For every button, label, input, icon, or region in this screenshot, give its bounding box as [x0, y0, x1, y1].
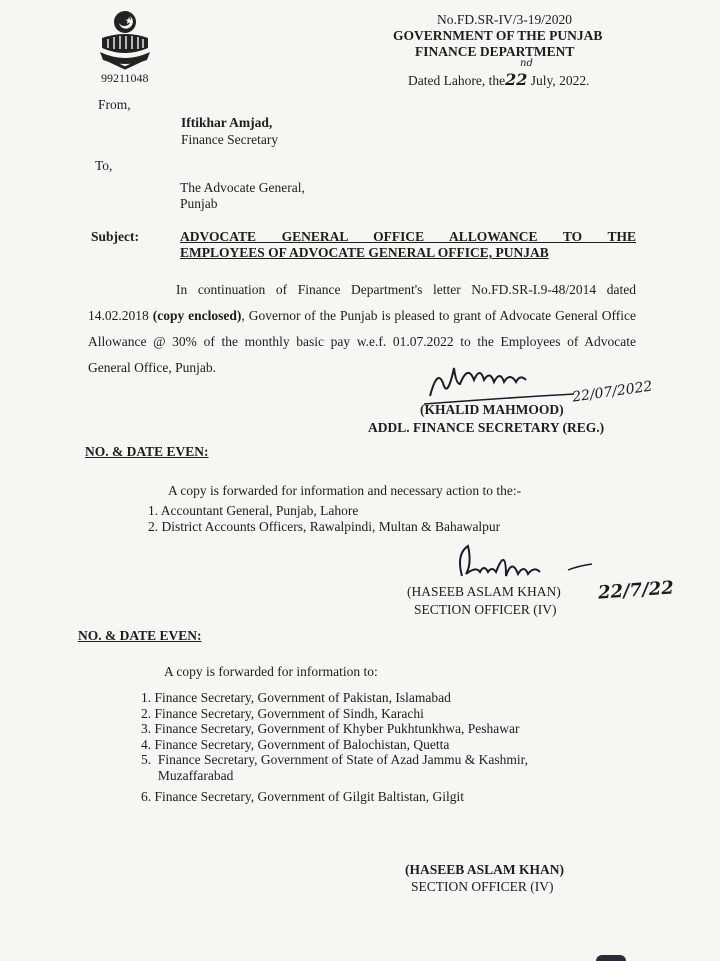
body-part-1: In continuation of Finance Department's letter No.FD.SR-I.9-48/2014 dated 14.02.2018 [88, 282, 636, 323]
forward-2-intro: A copy is forwarded for information to: [164, 664, 378, 679]
subject-line-2: EMPLOYEES OF ADVOCATE GENERAL OFFICE, PUNJAB [180, 245, 549, 260]
date-day: 22 [505, 70, 528, 89]
from-designation: Finance Secretary [181, 132, 279, 147]
signature-1-designation: ADDL. FINANCE SECRETARY (REG.) [368, 420, 605, 435]
to-label: To, [95, 158, 113, 173]
list-item: 2. Finance Secretary, Government of Sindh, Karachi [141, 705, 424, 721]
signature-3-name: (HASEEB ASLAM KHAN) [405, 862, 565, 877]
list-item: Muzaffarabad [141, 767, 234, 783]
signature-2-date: 22/7/22 [597, 577, 675, 604]
list-item: 3. Finance Secretary, Government of Khyber Pukhtunkhwa, Peshawar [141, 721, 520, 736]
signature-1-name: (KHALID MAHMOOD) [420, 402, 564, 417]
body-bold: (copy enclosed) [152, 308, 242, 323]
forward-2-heading: NO. & DATE EVEN: [78, 628, 202, 643]
signature-2-name: (HASEEB ASLAM KHAN) [407, 584, 561, 599]
dated-line [408, 70, 589, 89]
file-number: No.FD.SR-IV/3-19/2020 [437, 12, 573, 27]
corner-mark [596, 955, 626, 961]
forward-2-list [141, 690, 641, 805]
list-item: 6. Finance Secretary, Government of Gilgit Baltistan, Gilgit [141, 789, 465, 804]
forward-1-heading: NO. & DATE EVEN: [85, 444, 209, 459]
forward-1-list [148, 503, 500, 534]
list-item: 2. District Accounts Officers, Rawalpindi, Multan & Bahawalpur [148, 518, 501, 534]
date-prefix: Dated Lahore, the [408, 73, 506, 88]
punjab-emblem-icon [96, 8, 154, 70]
list-item: 5. Finance Secretary, Government of State of Azad Jammu & Kashmir, [141, 752, 528, 767]
signature-3-designation: SECTION OFFICER (IV) [411, 879, 554, 894]
list-item: 1. Finance Secretary, Government of Pakistan, Islamabad [141, 690, 451, 705]
list-item: 1. Accountant General, Punjab, Lahore [148, 503, 359, 518]
from-label: From, [98, 97, 131, 112]
signature-1-handwriting [470, 366, 477, 367]
to-place: Punjab [180, 196, 218, 211]
government-title: GOVERNMENT OF THE PUNJAB [393, 28, 603, 43]
department-title: FINANCE DEPARTMENT [415, 44, 575, 59]
signature-2-handwriting [1, 1, 8, 2]
signature-1-date: 22/07/2022 [571, 378, 654, 406]
phone-number: 99211048 [101, 71, 149, 85]
signature-2-designation: SECTION OFFICER (IV) [414, 602, 557, 617]
forward-1-intro: A copy is forwarded for information and necessary action to the:- [168, 483, 522, 498]
list-item: 4. Finance Secretary, Government of Balochistan, Quetta [141, 736, 450, 752]
signature-2-graphic [448, 540, 608, 584]
to-name: The Advocate General, [180, 180, 305, 195]
subject-line-1: ADVOCATE GENERAL OFFICE ALLOWANCE TO THE [180, 229, 636, 244]
date-suffix-handwritten: nd [520, 58, 533, 69]
date-rest: July, 2022. [527, 73, 590, 88]
from-name: Iftikhar Amjad, [181, 115, 273, 130]
subject-label: Subject: [91, 229, 139, 244]
body-part-2: , Governor of the Punjab is pleased to grant of Advocate General Office Allowance @ 30% of the monthly basic pay w.e.f. 01.07.2022 to the Employees of Advocate General Office, Punjab. [88, 308, 636, 375]
